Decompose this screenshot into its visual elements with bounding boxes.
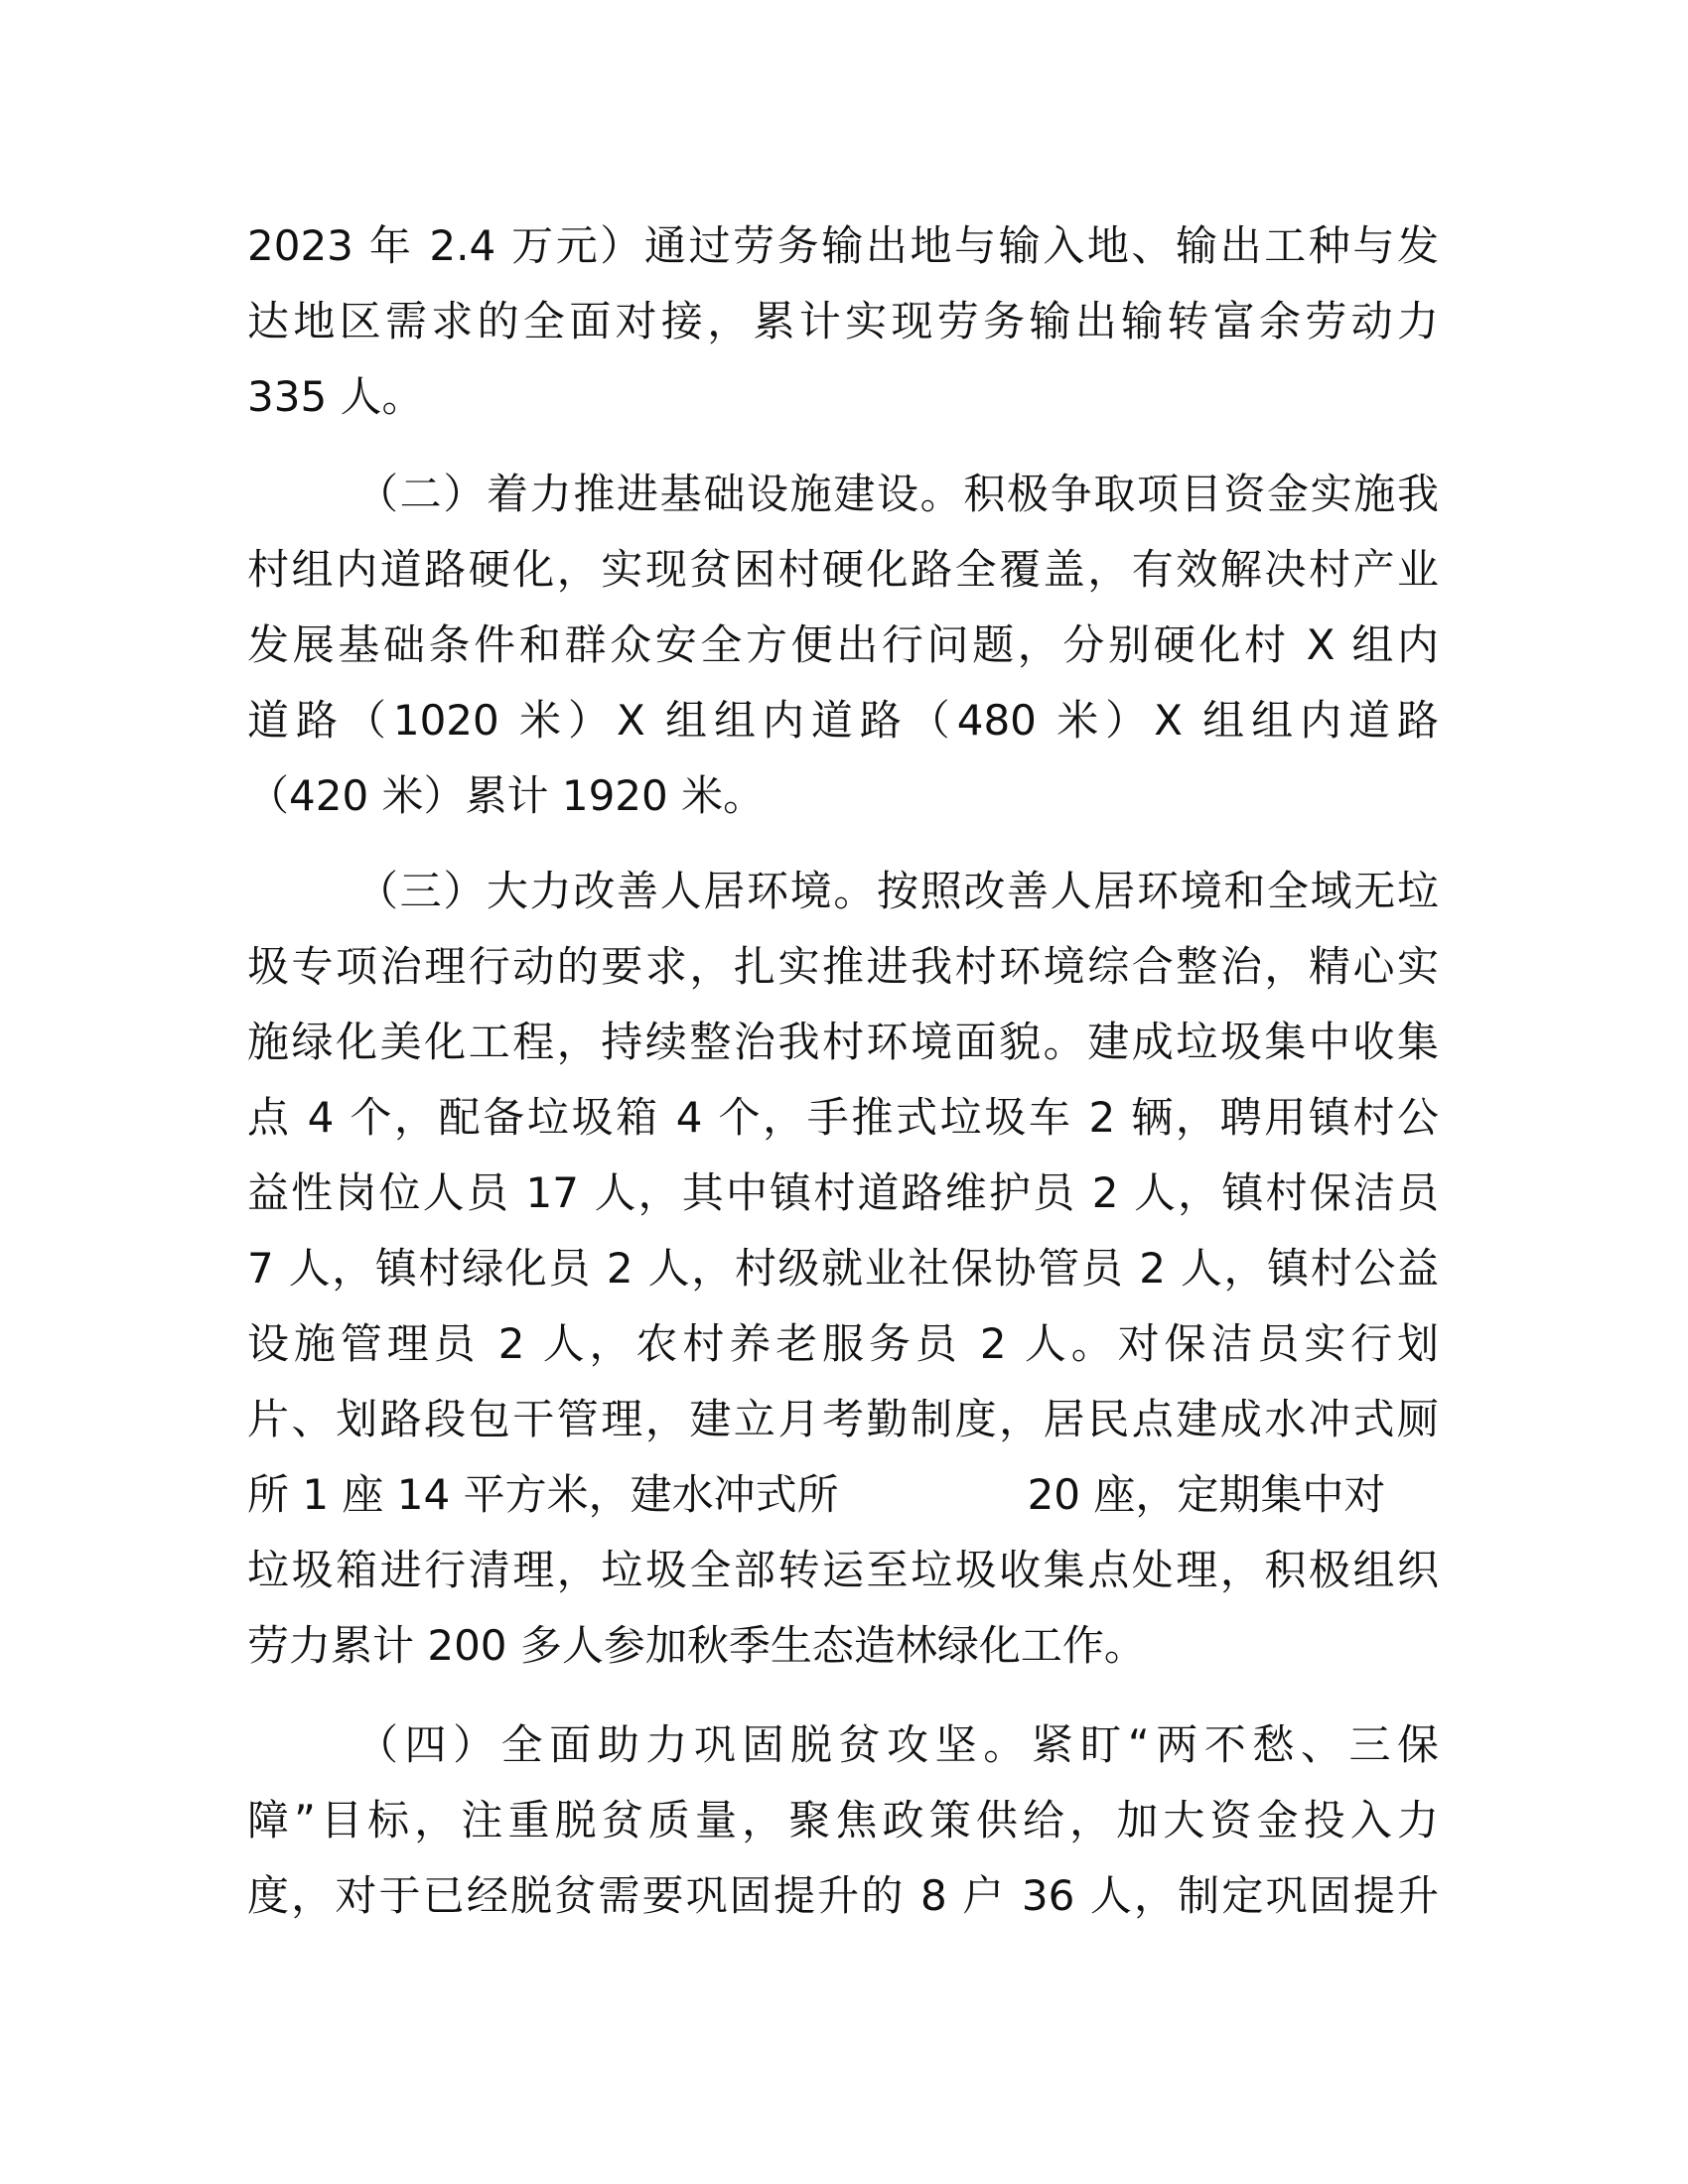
text-line: 劳力累计 200 多人参加秋季生态造林绿化工作。 [247, 1621, 1146, 1670]
text-line: 圾专项治理行动的要求，扎实推进我村环境综合整治，精心实 [247, 942, 1439, 991]
paragraph-infrastructure [247, 457, 1439, 834]
text-line: 垃圾箱进行清理，垃圾全部转运至垃圾收集点处理，积极组织 [247, 1546, 1439, 1594]
text-line: （二）着力推进基础设施建设。积极争取项目资金实施我 [356, 470, 1439, 518]
text-line: 设施管理员 2 人，农村养老服务员 2 人。对保洁员实行划 [247, 1319, 1439, 1368]
text-line: （三）大力改善人居环境。按照改善人居环境和全域无垃 [356, 867, 1439, 915]
paragraph-labor-export [247, 208, 1439, 435]
text-line: 道路（1020 米）X 组组内道路（480 米）X 组组内道路 [247, 696, 1439, 745]
text-line: 益性岗位人员 17 人，其中镇村道路维护员 2 人，镇村保洁员 [247, 1168, 1439, 1217]
text-line-split [247, 1457, 1439, 1533]
text-line: 片、划路段包干管理，建立月考勤制度，居民点建成水冲式厕 [247, 1395, 1439, 1443]
text-line: 发展基础条件和群众安全方便出行问题，分别硬化村 X 组内 [247, 620, 1439, 669]
paragraph-poverty-alleviation [247, 1707, 1439, 1934]
text-line: 度，对于已经脱贫需要巩固提升的 8 户 36 人，制定巩固提升 [247, 1871, 1439, 1920]
text-line: 障”目标，注重脱贫质量，聚焦政策供给，加大资金投入力 [247, 1796, 1439, 1844]
text-line: 点 4 个，配备垃圾箱 4 个，手推式垃圾车 2 辆，聘用镇村公 [247, 1093, 1439, 1142]
text-line: （四）全面助力巩固脱贫攻坚。紧盯“两不愁、三保 [356, 1720, 1439, 1769]
text-line: 村组内道路硬化，实现贫困村硬化路全覆盖，有效解决村产业 [247, 545, 1439, 594]
text-line: 施绿化美化工程，持续整治我村环境面貌。建成垃圾集中收集 [247, 1018, 1439, 1066]
text-line: 达地区需求的全面对接，累计实现劳务输出输转富余劳动力 [247, 297, 1439, 345]
text-segment: 所 1 座 14 平方米，建水冲式所 [247, 1470, 839, 1519]
text-line: 335 人。 [247, 372, 424, 421]
text-segment: 20 座，定期集中对 [1027, 1470, 1386, 1519]
text-line: （420 米）累计 1920 米。 [247, 771, 766, 820]
text-line: 2023 年 2.4 万元）通过劳务输出地与输入地、输出工种与发 [247, 221, 1439, 270]
paragraph-living-environment [247, 854, 1439, 1684]
text-line: 7 人，镇村绿化员 2 人，村级就业社保协管员 2 人，镇村公益 [247, 1244, 1439, 1293]
